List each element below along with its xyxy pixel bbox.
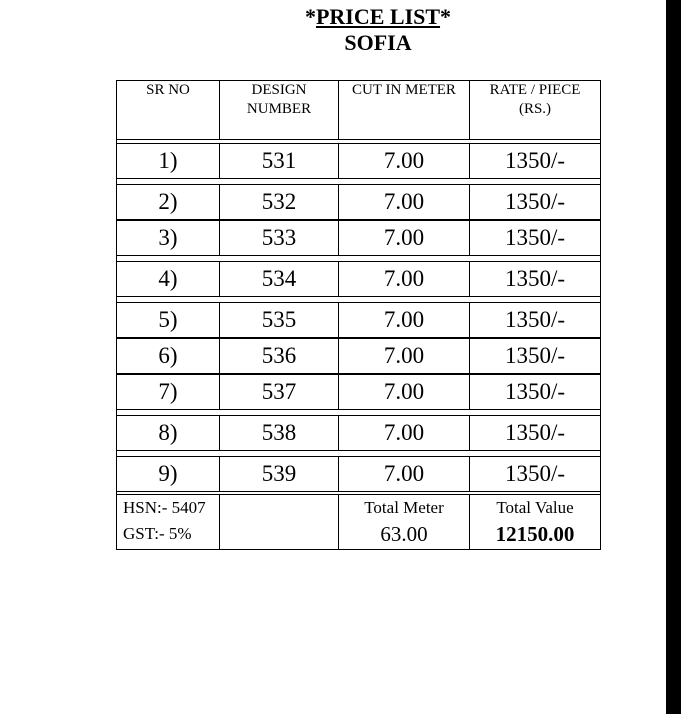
cell-sr: 3) xyxy=(117,221,220,256)
cell-design: 534 xyxy=(220,262,339,297)
header-sr-no xyxy=(117,81,220,140)
header-cut-in-meter xyxy=(339,81,470,140)
tax-info-cell xyxy=(117,495,220,550)
empty-footer-cell xyxy=(220,495,339,550)
table-row xyxy=(117,303,601,338)
cell-design: 538 xyxy=(220,416,339,451)
cell-cut: 7.00 xyxy=(339,221,470,256)
cell-design: 533 xyxy=(220,221,339,256)
header-sr-no-line1: SR NO xyxy=(146,82,190,98)
total-value-amount: 12150.00 xyxy=(495,522,575,546)
cell-cut: 7.00 xyxy=(339,185,470,220)
cell-rate: 1350/- xyxy=(470,221,601,256)
cell-sr: 7) xyxy=(117,375,220,410)
cell-design: 536 xyxy=(220,339,339,374)
cell-cut: 7.00 xyxy=(339,262,470,297)
cell-cut: 7.00 xyxy=(339,144,470,179)
cell-sr: 5) xyxy=(117,303,220,338)
page-subtitle: SOFIA xyxy=(344,30,412,55)
cell-design: 531 xyxy=(220,144,339,179)
header-cut-line1: CUT IN METER xyxy=(352,82,456,98)
price-table xyxy=(116,80,601,550)
total-value-label: Total Value xyxy=(496,498,574,517)
title-block xyxy=(0,4,681,56)
cell-rate: 1350/- xyxy=(470,416,601,451)
cell-cut: 7.00 xyxy=(339,303,470,338)
table-row xyxy=(117,457,601,492)
cell-cut: 7.00 xyxy=(339,457,470,492)
table-row xyxy=(117,416,601,451)
cell-cut: 7.00 xyxy=(339,416,470,451)
cell-design: 539 xyxy=(220,457,339,492)
table-header-row xyxy=(117,81,601,140)
table-row xyxy=(117,221,601,256)
gst-rate: GST:- 5% xyxy=(123,524,192,543)
cell-rate: 1350/- xyxy=(470,144,601,179)
cell-sr: 8) xyxy=(117,416,220,451)
cell-sr: 4) xyxy=(117,262,220,297)
table-row xyxy=(117,262,601,297)
cell-sr: 9) xyxy=(117,457,220,492)
header-rate-line1: RATE / PIECE xyxy=(489,82,581,98)
cell-design: 532 xyxy=(220,185,339,220)
cell-sr: 1) xyxy=(117,144,220,179)
total-meter-label: Total Meter xyxy=(364,498,444,517)
total-meter-cell xyxy=(339,495,470,550)
header-rate-per-piece xyxy=(470,81,601,140)
cell-rate: 1350/- xyxy=(470,303,601,338)
title-main: PRICE LIST xyxy=(315,4,441,29)
cell-sr: 2) xyxy=(117,185,220,220)
header-design-line2: NUMBER xyxy=(246,101,312,117)
total-value-cell xyxy=(470,495,601,550)
cell-design: 537 xyxy=(220,375,339,410)
cell-sr: 6) xyxy=(117,339,220,374)
cell-cut: 7.00 xyxy=(339,339,470,374)
page-title xyxy=(0,4,681,30)
header-design-line1: DESIGN xyxy=(251,82,307,98)
cell-rate: 1350/- xyxy=(470,185,601,220)
total-meter-value: 63.00 xyxy=(380,522,428,546)
cell-rate: 1350/- xyxy=(470,262,601,297)
header-design-number xyxy=(220,81,339,140)
header-rate-line2: (RS.) xyxy=(518,101,552,117)
table-row xyxy=(117,185,601,220)
right-edge-bar xyxy=(666,0,681,714)
table-row xyxy=(117,144,601,179)
title-prefix: * xyxy=(304,4,316,29)
cell-rate: 1350/- xyxy=(470,457,601,492)
hsn-code: HSN:- 5407 xyxy=(123,498,206,517)
title-suffix: * xyxy=(440,4,452,29)
cell-cut: 7.00 xyxy=(339,375,470,410)
table-row xyxy=(117,339,601,374)
cell-design: 535 xyxy=(220,303,339,338)
cell-rate: 1350/- xyxy=(470,375,601,410)
cell-rate: 1350/- xyxy=(470,339,601,374)
table-footer-row xyxy=(117,495,601,550)
table-row xyxy=(117,375,601,410)
